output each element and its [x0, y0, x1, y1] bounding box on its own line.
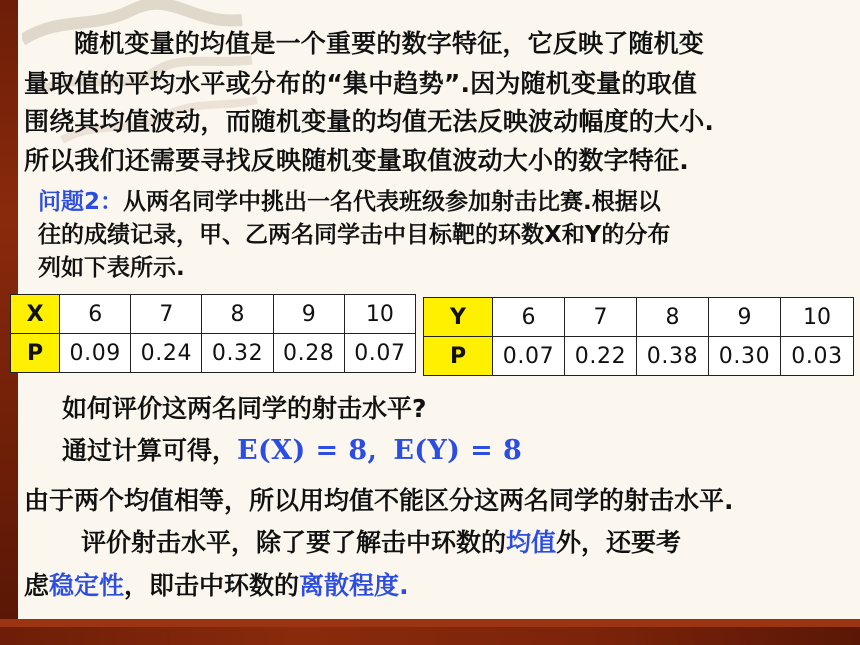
table-y-header-row — [424, 298, 854, 337]
table-y-prob-cell: 0.07 — [493, 337, 565, 376]
table-y-value-cell: 6 — [493, 298, 565, 337]
problem-line-1 — [38, 186, 828, 219]
table-x-value-cell: 9 — [273, 295, 344, 334]
table-y-prob-cell: 0.22 — [565, 337, 637, 376]
table-y-value-cell: 8 — [637, 298, 709, 337]
paragraph-line-3 — [24, 102, 832, 141]
table-y-prob-cell: 0.03 — [781, 337, 854, 376]
problem-line-2: 往的成绩记录，甲、乙两名同学击中目标靶的环数X和Y的分布 — [38, 222, 671, 248]
conclusion-text-4: ，即击中环数的 — [124, 571, 300, 600]
paragraph-line-2-text: 量取值的平均水平或分布的“集中趋势”.因为随机变量的取值 — [24, 69, 697, 98]
table-x-prob-cell: 0.32 — [202, 334, 273, 373]
question-line: 如何评价这两名同学的射击水平? — [62, 394, 427, 423]
table-x-prob-cell: 0.07 — [344, 334, 415, 373]
distribution-table-y — [423, 297, 854, 376]
table-x-prob-cell: 0.09 — [60, 334, 131, 373]
bottom-frame — [0, 627, 860, 645]
distribution-table-x — [10, 294, 416, 373]
paragraph-line-4-text: 所以我们还需要寻找反映随机变量取值波动大小的数字特征. — [24, 146, 689, 175]
conclusion-line-1 — [81, 523, 681, 559]
table-y-header-cell: Y — [424, 298, 493, 337]
highlight-mean: 均值 — [506, 528, 557, 557]
table-y-prob-row — [424, 337, 854, 376]
expectation-x: E(X) = 8, — [237, 435, 378, 466]
statement-line: 由于两个均值相等，所以用均值不能区分这两名同学的射击水平. — [24, 486, 734, 515]
paragraph-line-2 — [24, 64, 832, 103]
conclusion-text-2: 外，还要考 — [556, 528, 682, 557]
table-x-value-cell: 8 — [202, 295, 273, 334]
table-x-prob-row — [11, 334, 416, 373]
problem-line-1-text: 从两名同学中挑出一名代表班级参加射击比赛.根据以 — [123, 189, 661, 215]
bottom-accent-line — [0, 619, 860, 627]
calculation-label: 通过计算可得， — [62, 436, 238, 465]
calculation-line — [62, 431, 522, 467]
table-y-prob-label: P — [424, 337, 493, 376]
table-y-value-cell: 10 — [781, 298, 854, 337]
table-x-prob-cell: 0.24 — [131, 334, 202, 373]
table-y-value-cell: 9 — [709, 298, 781, 337]
table-y-prob-cell: 0.38 — [637, 337, 709, 376]
table-y-value-cell: 7 — [565, 298, 637, 337]
paragraph-line-1 — [24, 24, 832, 63]
table-x-prob-cell: 0.28 — [273, 334, 344, 373]
conclusion-text-1: 评价射击水平，除了要了解击中环数的 — [81, 528, 507, 557]
paragraph-line-3-text: 围绕其均值波动，而随机变量的均值无法反映波动幅度的大小. — [24, 107, 715, 136]
table-x-value-cell: 6 — [60, 295, 131, 334]
conclusion-text-3: 虑 — [24, 571, 50, 600]
table-x-header-row — [11, 295, 416, 334]
expectation-y: E(Y) = 8 — [393, 435, 523, 466]
paragraph-line-1-text: 随机变量的均值是一个重要的数字特征，它反映了随机变 — [74, 29, 705, 58]
problem-line-3: 列如下表所示. — [38, 255, 185, 281]
problem-label: 问题2： — [38, 189, 124, 215]
conclusion-line-2 — [24, 566, 409, 602]
table-y-prob-cell: 0.30 — [709, 337, 781, 376]
problem-block — [38, 186, 828, 285]
highlight-stability: 稳定性 — [49, 571, 125, 600]
table-x-prob-label: P — [11, 334, 60, 373]
table-x-value-cell: 7 — [131, 295, 202, 334]
conclusion-period: . — [399, 571, 409, 600]
highlight-dispersion: 离散程度 — [299, 571, 400, 600]
table-x-value-cell: 10 — [344, 295, 415, 334]
paragraph-line-4 — [24, 141, 832, 180]
table-x-header-cell: X — [11, 295, 60, 334]
